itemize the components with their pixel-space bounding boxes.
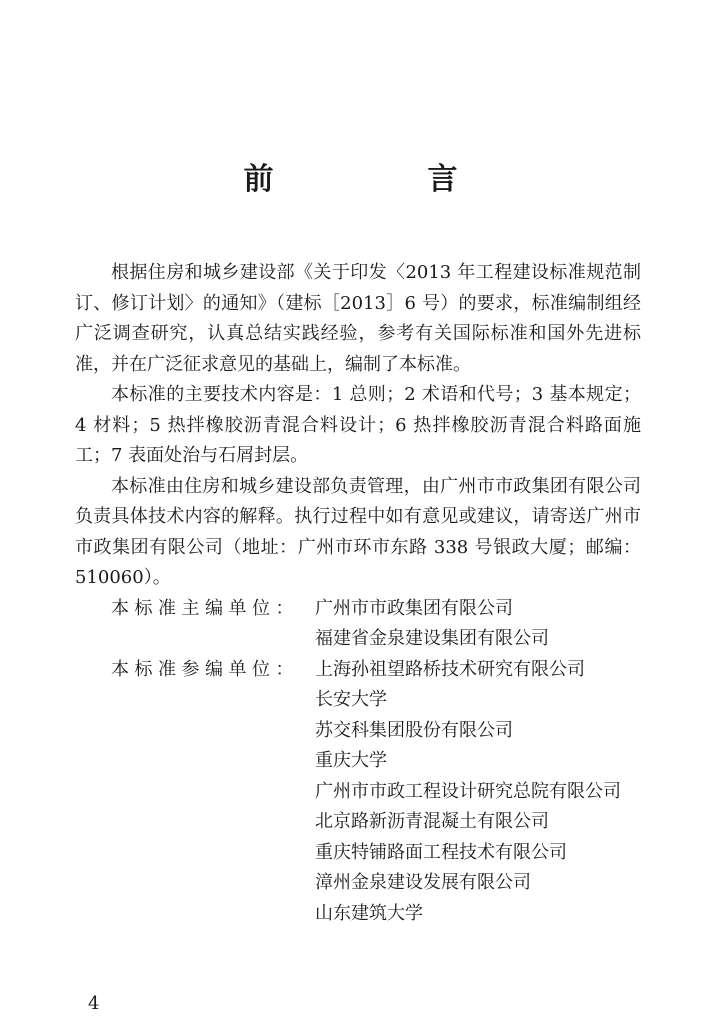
chief-editor-label: 本标准主编单位： [111, 597, 299, 619]
participating-editor-unit: 上海孙祖望路桥技术研究有限公司 [315, 658, 585, 680]
chief-editor-unit: 广州市市政集团有限公司 [315, 597, 513, 619]
page-number: 4 [88, 993, 100, 1014]
participating-editor-unit: 北京路新沥青混凝土有限公司 [315, 811, 549, 832]
participating-editor-unit: 漳州金泉建设发展有限公司 [315, 872, 531, 893]
paragraph-main-content: 本标准的主要技术内容是：1 总则；2 术语和代号；3 基本规定；4 材料；5 热拌橡胶沥青混合料设计；6 热拌橡胶沥青混合料路面施工；7 表面处治与石屑封层。 [75, 384, 641, 466]
participating-editor-list [315, 655, 641, 930]
participating-editor-unit: 长安大学 [315, 689, 387, 710]
chief-editor-units [75, 594, 641, 655]
participating-editor-unit: 山东建筑大学 [315, 902, 423, 924]
chief-editor-unit: 福建省金泉建设集团有限公司 [315, 628, 549, 649]
participating-editor-unit: 苏交科集团股份有限公司 [315, 719, 513, 741]
paragraph-management: 本标准由住房和城乡建设部负责管理，由广州市市政集团有限公司负责具体技术内容的解释。执行过程中如有意见或建议，请寄送广州市市政集团有限公司（地址：广州市环市东路 338 号银政大厦；邮编：510060）。 [75, 475, 641, 588]
preface-body [75, 258, 641, 929]
participating-editor-unit: 重庆大学 [315, 750, 387, 771]
paragraph-basis: 根据住房和城乡建设部《关于印发〈2013 年工程建设标准规范制订、修订计划〉的通知》（建标［2013］6 号）的要求，标准编制组经广泛调查研究，认真总结实践经验，参考有关国际标准和国外先进标准，并在广泛征求意见的基础上，编制了本标准。 [75, 262, 641, 375]
participating-editor-unit: 重庆特铺路面工程技术有限公司 [315, 841, 567, 863]
chief-editor-list [315, 594, 641, 655]
participating-editor-units [75, 655, 641, 930]
page-title: 前 言 [243, 162, 520, 197]
participating-editor-unit: 广州市市政工程设计研究总院有限公司 [315, 780, 621, 802]
participating-editor-label: 本标准参编单位： [111, 658, 299, 680]
